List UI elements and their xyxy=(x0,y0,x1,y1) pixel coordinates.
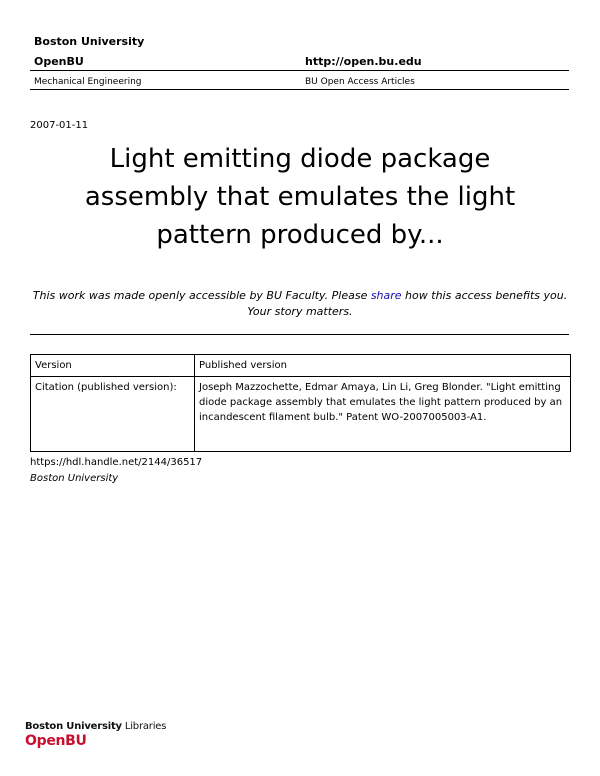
openbu-logo: OpenBU xyxy=(25,733,87,749)
repository-name: OpenBU xyxy=(34,55,84,68)
share-link[interactable]: share xyxy=(370,289,402,302)
document-title xyxy=(30,140,570,254)
handle-link[interactable]: https://hdl.handle.net/2144/36517 xyxy=(30,457,203,468)
header-divider-bottom xyxy=(30,89,569,90)
title-line-1: Light emitting diode package xyxy=(109,144,491,174)
access-notice xyxy=(30,288,570,320)
notice-divider xyxy=(30,334,569,335)
metadata-table xyxy=(30,354,571,452)
document-date: 2007-01-11 xyxy=(30,120,89,131)
bu-libraries-logo xyxy=(25,721,166,732)
table-row xyxy=(31,355,571,377)
notice-text-before: This work was made openly accessible by BU Faculty. Please xyxy=(32,289,371,302)
table-row xyxy=(31,377,571,452)
notice-text-after: how this access benefits you. xyxy=(401,289,568,302)
logo-bold-text: Boston University xyxy=(25,721,122,732)
logo-rest-text: Libraries xyxy=(121,721,167,732)
citation-value: Joseph Mazzochette, Edmar Amaya, Lin Li, Greg Blonder. "Light emitting diode package assembly that emulates the light pattern produced by an incandescent filament bulb." Patent WO-2007005003-A1. xyxy=(195,377,571,452)
citation-label: Citation (published version): xyxy=(31,377,195,452)
department-label: Mechanical Engineering xyxy=(34,77,142,87)
institution-name: Boston University xyxy=(34,35,145,48)
collection-label: BU Open Access Articles xyxy=(305,77,415,87)
repository-url-link[interactable]: http://open.bu.edu xyxy=(305,55,422,68)
title-line-3: pattern produced by... xyxy=(156,220,444,250)
version-label: Version xyxy=(31,355,195,377)
title-line-2: assembly that emulates the light xyxy=(84,182,516,212)
header-divider xyxy=(30,70,569,71)
version-value: Published version xyxy=(195,355,571,377)
footer-institution: Boston University xyxy=(30,473,119,484)
notice-line-2: Your story matters. xyxy=(247,305,353,318)
